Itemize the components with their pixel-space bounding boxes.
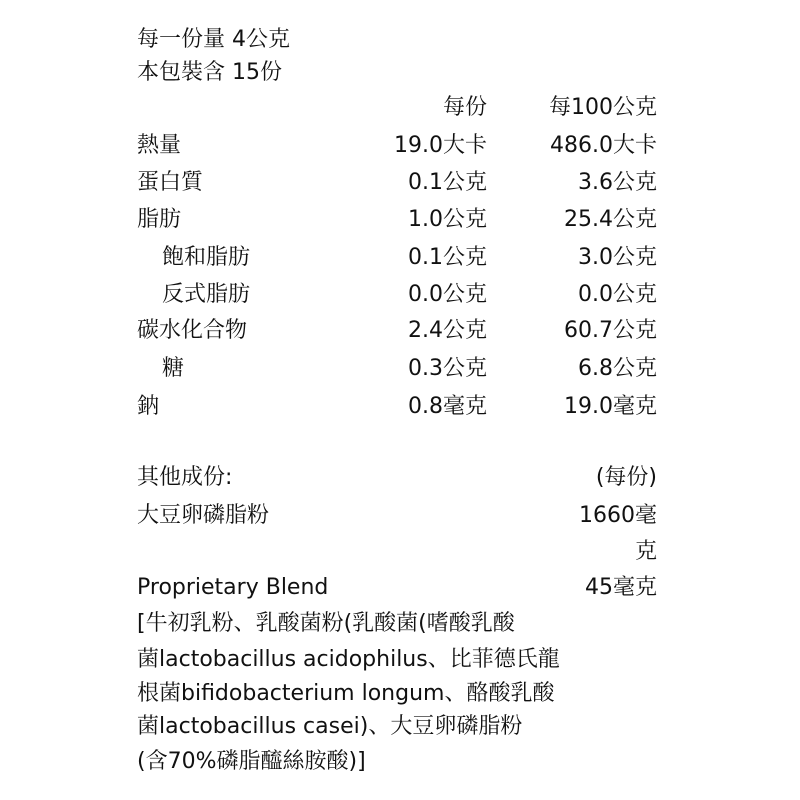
per-100g-value: 3.0公克	[578, 245, 657, 270]
per-100g-value: 3.6公克	[578, 170, 657, 195]
per-100g-value: 486.0大卡	[550, 133, 657, 158]
ingredient-line	[0, 712, 800, 742]
per-100g-value: 19.0毫克	[564, 394, 657, 419]
nutrient-row	[0, 243, 800, 273]
per-100g-value: 0.0公克	[578, 282, 657, 307]
ingredient-text: 根菌bifidobacterium longum、酪酸乳酸	[137, 681, 555, 706]
nutrient-row	[0, 280, 800, 310]
per-serving-value: 0.1公克	[408, 245, 487, 270]
nutrient-label: 碳水化合物	[137, 318, 248, 343]
soy-lecithin-row	[0, 501, 800, 531]
ingredient-line	[0, 645, 800, 675]
per-serving-value: 0.0公克	[408, 282, 487, 307]
serving-size-row	[0, 25, 800, 55]
nutrient-row	[0, 354, 800, 384]
servings-per-package-row	[0, 58, 800, 88]
ingredient-line	[0, 747, 800, 777]
nutrient-label: 飽和脂肪	[162, 245, 251, 270]
per-serving-value: 0.1公克	[408, 170, 487, 195]
per-serving-value: 1.0公克	[408, 207, 487, 232]
per-100g-value: 6.8公克	[578, 356, 657, 381]
soy-lecithin-amount-unit: 克	[634, 539, 657, 564]
per-serving-value: 0.8毫克	[408, 394, 487, 419]
other-ingredients-header	[0, 463, 800, 493]
ingredient-line	[0, 609, 800, 639]
nutrient-label: 反式脂肪	[162, 282, 251, 307]
nutrient-label: 脂肪	[137, 207, 182, 232]
nutrient-label: 鈉	[137, 394, 160, 419]
nutrient-label: 熱量	[137, 133, 182, 158]
per-100g-value: 60.7公克	[564, 318, 657, 343]
other-ingredients-title: 其他成份:	[137, 465, 233, 490]
soy-lecithin-label: 大豆卵磷脂粉	[137, 503, 270, 528]
nutrient-row	[0, 168, 800, 198]
nutrient-row	[0, 205, 800, 235]
nutrient-label: 蛋白質	[137, 170, 204, 195]
per-100g-value: 25.4公克	[564, 207, 657, 232]
serving-size: 每一份量 4公克	[137, 27, 290, 52]
nutrient-row	[0, 316, 800, 346]
ingredient-text: (含70%磷脂醯絲胺酸)]	[137, 749, 366, 774]
nutrition-table-header	[0, 93, 800, 123]
per-serving-value: 0.3公克	[408, 356, 487, 381]
proprietary-blend-row	[0, 573, 800, 603]
per-100g-header: 每100公克	[549, 95, 657, 120]
ingredient-text: 菌lactobacillus casei)、大豆卵磷脂粉	[137, 714, 523, 739]
per-serving-value: 2.4公克	[408, 318, 487, 343]
per-serving-header: 每份	[442, 95, 487, 120]
proprietary-blend-amount: 45毫克	[585, 575, 657, 600]
soy-lecithin-row-continued	[0, 537, 800, 567]
nutrient-row	[0, 131, 800, 161]
ingredient-text: [牛初乳粉、乳酸菌粉(乳酸菌(嗜酸乳酸	[137, 611, 515, 636]
ingredient-line	[0, 679, 800, 709]
nutrient-label: 糖	[162, 356, 185, 381]
other-per-serving-header: (每份)	[595, 465, 657, 490]
soy-lecithin-amount: 1660毫	[579, 503, 657, 528]
per-serving-value: 19.0大卡	[394, 133, 487, 158]
servings-per-package: 本包裝含 15份	[137, 60, 282, 85]
ingredient-text: 菌lactobacillus acidophilus、比菲德氏龍	[137, 647, 560, 672]
nutrient-row	[0, 392, 800, 422]
proprietary-blend-name: Proprietary Blend	[137, 575, 329, 600]
